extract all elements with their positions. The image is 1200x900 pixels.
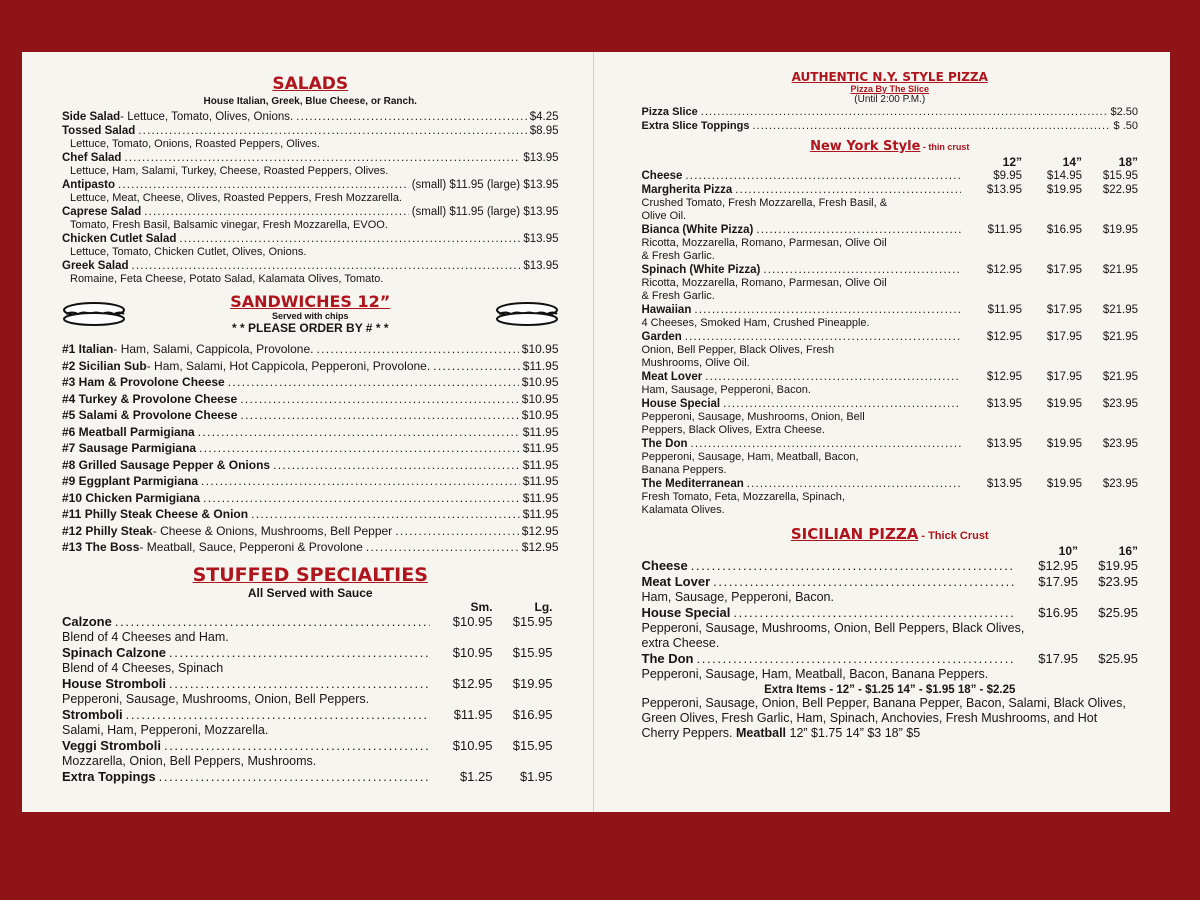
item-price: $4.25 — [529, 111, 559, 123]
menu-item-row — [62, 178, 559, 192]
extra-items-list — [642, 696, 1139, 741]
item-ingredients: Lettuce, Ham, Salami, Turkey, Cheese, Roasted Peppers, Olives. — [70, 165, 389, 177]
sandwich-row — [62, 539, 559, 556]
price-14: $17.95 — [1046, 304, 1082, 316]
stuffed-section — [62, 600, 559, 785]
pizza-row — [642, 397, 1139, 411]
thick-crust-label: - Thick Crust — [918, 530, 989, 542]
order-by-number: * * PLEASE ORDER BY # * * — [232, 321, 389, 335]
price-16: $19.95 — [1098, 558, 1138, 573]
price-12: $9.95 — [993, 170, 1022, 182]
sandwiches-list — [62, 341, 559, 556]
slice-row — [642, 105, 1139, 119]
item-name: Chicken Cutlet Salad — [62, 233, 177, 245]
stuffed-ingredients: Blend of 4 Cheeses, Spinach — [62, 660, 224, 675]
slice-price: $2.50 — [1110, 106, 1138, 118]
pizza-toppings: Onion, Bell Pepper, Black Olives, Fresh Mushrooms, Olive Oil. — [641, 344, 835, 369]
price-18: $22.95 — [1102, 184, 1138, 196]
pizza-row — [642, 370, 1139, 384]
sandwich-price: $10.95 — [521, 408, 559, 422]
price-10: $12.95 — [1038, 558, 1078, 573]
price-18: $21.95 — [1102, 264, 1138, 276]
stuffed-list — [62, 614, 559, 785]
stuffed-name: House Stromboli — [62, 675, 167, 691]
dot-leader — [115, 614, 430, 630]
pizza-name: Spinach (White Pizza) — [641, 264, 761, 276]
ny-style-title: New York Style — [810, 139, 921, 154]
price-12: $13.95 — [986, 184, 1022, 196]
dot-leader — [169, 676, 429, 692]
item-price: $13.95 — [523, 152, 559, 164]
pizza-name: Bianca (White Pizza) — [641, 224, 754, 236]
dot-leader — [228, 374, 519, 391]
stuffed-name: Veggi Stromboli — [62, 737, 161, 753]
slice-row — [642, 119, 1139, 133]
dot-leader — [316, 341, 518, 358]
dot-leader — [169, 645, 429, 661]
stuffed-row — [62, 738, 559, 754]
pizza-name: Meat Lover — [641, 371, 703, 383]
ny-style-header — [642, 137, 1139, 155]
stuffed-ingredients: Blend of 4 Cheeses and Ham. — [62, 629, 229, 644]
pizza-toppings: Pepperoni, Sausage, Ham, Meatball, Bacon, Banana Peppers. — [641, 451, 859, 476]
pizza-name: Cheese — [641, 170, 683, 182]
sandwich-name: #2 Sicilian Sub — [62, 358, 147, 373]
price-16: $23.95 — [1098, 574, 1138, 589]
sandwich-row — [62, 457, 559, 474]
price-16: $25.95 — [1098, 651, 1138, 666]
sandwich-name: #4 Turkey & Provolone Cheese — [62, 391, 238, 406]
sandwich-row — [62, 407, 559, 424]
sandwich-price: $12.95 — [521, 523, 559, 538]
sandwich-price: $11.95 — [522, 474, 559, 488]
pizza-name: Hawaiian — [641, 304, 692, 316]
item-price: (small) $11.95 (large) $13.95 — [411, 206, 559, 218]
price-18: $19.95 — [1102, 224, 1138, 236]
stuffed-ingredients: Pepperoni, Sausage, Mushrooms, Onion, Bell Peppers. — [62, 691, 370, 706]
stuffed-ingredients: Mozzarella, Onion, Bell Peppers, Mushrooms. — [62, 753, 317, 768]
sicilian-name: The Don — [641, 651, 694, 666]
size-16: 16” — [1118, 544, 1138, 558]
size-18: 18” — [1118, 155, 1138, 169]
item-name: Antipasto — [62, 179, 116, 191]
ny-size-header — [642, 155, 1139, 169]
price-14: $17.95 — [1046, 264, 1082, 276]
meatball-label: Meatball — [736, 726, 787, 740]
dot-leader — [240, 407, 518, 424]
sandwich-row — [62, 424, 559, 441]
sandwiches-title: SANDWICHES 12” — [230, 292, 391, 311]
price-14: $19.95 — [1046, 184, 1082, 196]
extra-items-prices: Extra Items - 12” - $1.25 14” - $1.95 18” - $2.25 — [764, 684, 1016, 696]
dot-leader — [705, 370, 961, 384]
sandwich-desc: - Cheese & Onions, Mushrooms, Bell Pepper — [152, 523, 393, 538]
dot-leader — [144, 205, 408, 219]
price-12: $13.95 — [986, 398, 1022, 410]
dot-leader — [701, 105, 1108, 119]
sandwich-row — [62, 473, 559, 490]
sandwich-desc: - Ham, Salami, Cappicola, Provolone. — [113, 342, 314, 356]
item-name: Caprese Salad — [62, 206, 142, 218]
menu-right-panel — [594, 52, 1171, 812]
dot-leader — [694, 303, 961, 317]
sandwich-desc: - Ham, Salami, Hot Cappicola, Pepperoni, Provolone. — [146, 358, 431, 373]
sicilian-section — [642, 544, 1139, 741]
sub-sandwich-icon — [495, 301, 559, 327]
sandwich-desc: - Meatball, Sauce, Pepperoni & Provolone — [139, 540, 363, 554]
stuffed-name: Extra Toppings — [62, 768, 156, 784]
pizza-toppings: 4 Cheeses, Smoked Ham, Crushed Pineapple. — [641, 317, 870, 329]
sicilian-name: House Special — [641, 605, 731, 620]
dot-leader — [366, 539, 519, 556]
pizza-row — [642, 263, 1139, 277]
sandwich-row — [62, 523, 559, 540]
menu-foldout — [22, 52, 1170, 812]
sandwich-price: $11.95 — [522, 457, 559, 472]
pizza-toppings: Fresh Tomato, Feta, Mozzarella, Spinach, Kalamata Olives. — [641, 491, 845, 516]
salads-dressings: House Italian, Greek, Blue Cheese, or Ranch. — [203, 96, 417, 107]
sandwich-row — [62, 391, 559, 408]
item-price: $13.95 — [523, 233, 559, 245]
price-large: $1.95 — [519, 768, 553, 784]
price-18: $23.95 — [1102, 398, 1138, 410]
price-14: $14.95 — [1046, 170, 1082, 182]
pizza-name: The Don — [641, 438, 688, 450]
dot-leader — [756, 223, 961, 237]
pizza-row — [642, 223, 1139, 237]
sandwich-price: $12.95 — [521, 540, 559, 554]
sicilian-list — [642, 558, 1139, 682]
item-price: (small) $11.95 (large) $13.95 — [411, 179, 559, 191]
item-name: Side Salad — [62, 111, 121, 123]
stuffed-name: Spinach Calzone — [62, 644, 167, 660]
pizza-name: The Mediterranean — [641, 478, 744, 490]
stuffed-size-header — [62, 600, 559, 614]
sandwich-row — [62, 506, 559, 523]
price-18: $15.95 — [1102, 170, 1138, 182]
item-name: Tossed Salad — [62, 125, 136, 137]
sandwich-name: #13 The Boss — [62, 540, 140, 554]
price-large: $16.95 — [512, 706, 553, 722]
sicilian-row — [642, 574, 1139, 590]
pizza-name: Margherita Pizza — [641, 184, 733, 196]
pizza-toppings: Pepperoni, Sausage, Mushrooms, Onion, Bell Peppers, Black Olives, Extra Cheese. — [641, 411, 865, 436]
price-small: $10.95 — [452, 737, 493, 753]
dot-leader — [685, 330, 961, 344]
stuffed-row — [62, 707, 559, 723]
ny-pizza-title: AUTHENTIC N.Y. STYLE PIZZA — [791, 70, 988, 84]
pizza-toppings: Ricotta, Mozzarella, Romano, Parmesan, Olive Oil & Fresh Garlic. — [641, 237, 887, 262]
menu-item-row — [62, 151, 559, 165]
sandwich-row — [62, 374, 559, 391]
sandwiches-served: Served with chips — [271, 311, 349, 321]
price-large: $15.95 — [512, 613, 553, 629]
price-12: $12.95 — [986, 371, 1022, 383]
dot-leader — [433, 358, 520, 375]
sicilian-size-header — [642, 544, 1139, 558]
price-12: $11.95 — [987, 224, 1022, 236]
sandwich-row — [62, 341, 559, 358]
sandwich-name: #3 Ham & Provolone Cheese — [62, 375, 225, 389]
sicilian-toppings: Ham, Sausage, Pepperoni, Bacon. — [641, 590, 834, 604]
price-small: $1.25 — [459, 768, 493, 784]
extra-toppings-text: Pepperoni, Sausage, Onion, Bell Pepper, Banana Pepper, Bacon, Salami, Black Olives, Green Olives, Fresh Garlic, Ham, Spinach, Anchovies, Fresh Mushrooms, and Hot Cherry Peppers. — [641, 696, 1126, 740]
dot-leader — [685, 169, 961, 183]
sandwich-row — [62, 490, 559, 507]
sicilian-row — [642, 558, 1139, 574]
dot-leader — [273, 457, 520, 474]
stuffed-row — [62, 676, 559, 692]
stuffed-title: STUFFED SPECIALTIES — [192, 563, 428, 586]
size-large: Lg. — [534, 599, 553, 614]
dot-leader — [138, 124, 526, 138]
price-large: $15.95 — [512, 644, 553, 660]
stuffed-ingredients: Salami, Ham, Pepperoni, Mozzarella. — [62, 722, 269, 737]
item-name: Greek Salad — [62, 260, 129, 272]
price-small: $10.95 — [452, 644, 493, 660]
dot-leader — [723, 397, 961, 411]
price-14: $17.95 — [1046, 371, 1082, 383]
pizza-row — [642, 169, 1139, 183]
price-small: $11.95 — [453, 706, 493, 722]
sandwich-price: $11.95 — [522, 441, 559, 455]
sicilian-toppings: Pepperoni, Sausage, Ham, Meatball, Bacon, Banana Peppers. — [641, 667, 989, 681]
sicilian-header — [642, 525, 1139, 544]
sandwich-name: #9 Eggplant Parmigiana — [62, 474, 199, 488]
stuffed-row — [62, 769, 559, 785]
dot-leader — [198, 424, 520, 441]
slice-list — [642, 105, 1139, 133]
size-10: 10” — [1058, 544, 1078, 558]
dot-leader — [747, 477, 961, 491]
pizza-row — [642, 330, 1139, 344]
menu-item-row — [62, 205, 559, 219]
stuffed-row — [62, 645, 559, 661]
slice-price: $ .50 — [1113, 120, 1138, 132]
pizza-toppings: Crushed Tomato, Fresh Mozzarella, Fresh Basil, & Olive Oil. — [641, 197, 888, 222]
size-small: Sm. — [470, 599, 493, 614]
price-small: $12.95 — [452, 675, 493, 691]
sandwiches-header — [62, 292, 559, 335]
dot-leader — [159, 769, 430, 785]
sicilian-name: Cheese — [641, 558, 688, 573]
price-14: $19.95 — [1046, 478, 1082, 490]
pizza-name: Garden — [641, 331, 682, 343]
slice-name: Pizza Slice — [641, 106, 698, 118]
price-18: $21.95 — [1102, 371, 1138, 383]
item-name: Chef Salad — [62, 152, 122, 164]
dot-leader — [199, 440, 520, 457]
item-ingredients: Tomato, Fresh Basil, Balsamic vinegar, Fresh Mozzarella, EVOO. — [70, 219, 388, 231]
pizza-row — [642, 303, 1139, 317]
price-14: $17.95 — [1046, 331, 1082, 343]
price-10: $16.95 — [1038, 605, 1078, 620]
price-12: $13.95 — [986, 438, 1022, 450]
menu-left-panel — [22, 52, 594, 812]
sandwich-name: #12 Philly Steak — [62, 523, 153, 538]
size-14: 14” — [1062, 155, 1082, 169]
dot-leader — [240, 391, 519, 408]
dot-leader — [126, 707, 430, 723]
sandwich-price: $11.95 — [522, 507, 559, 521]
price-10: $17.95 — [1038, 651, 1078, 666]
sandwich-name: #8 Grilled Sausage Pepper & Onions — [62, 457, 271, 472]
slice-name: Extra Slice Toppings — [641, 120, 750, 132]
sandwich-name: #10 Chicken Parmigiana — [62, 490, 201, 505]
dot-leader — [763, 263, 961, 277]
pizza-row — [642, 477, 1139, 491]
pizza-toppings: Ham, Sausage, Pepperoni, Bacon. — [641, 384, 811, 396]
dot-leader — [395, 523, 519, 540]
dot-leader — [753, 119, 1111, 133]
item-desc: - Lettuce, Tomato, Olives, Onions. — [120, 111, 294, 123]
pizza-row — [642, 437, 1139, 451]
price-10: $17.95 — [1038, 574, 1078, 589]
ny-pizza-list — [642, 169, 1139, 517]
price-16: $25.95 — [1098, 605, 1138, 620]
sub-sandwich-icon — [62, 301, 126, 327]
pizza-name: House Special — [641, 398, 721, 410]
price-12: $12.95 — [986, 331, 1022, 343]
dot-leader — [735, 183, 961, 197]
item-ingredients: Lettuce, Tomato, Chicken Cutlet, Olives, Onions. — [70, 246, 307, 258]
size-12: 12” — [1002, 155, 1022, 169]
sicilian-name: Meat Lover — [641, 574, 711, 589]
sandwich-name: #5 Salami & Provolone Cheese — [62, 408, 238, 422]
menu-item-row — [62, 110, 559, 124]
sandwich-name: #1 Italian — [62, 342, 114, 356]
price-12: $11.95 — [987, 304, 1022, 316]
sandwich-price: $11.95 — [522, 424, 559, 439]
sicilian-title: SICILIAN PIZZA — [790, 525, 919, 543]
dot-leader — [131, 259, 520, 273]
stuffed-name: Calzone — [62, 613, 112, 629]
thin-crust-label: - thin crust — [920, 142, 970, 152]
price-large: $15.95 — [512, 737, 553, 753]
price-12: $12.95 — [986, 264, 1022, 276]
dot-leader — [164, 738, 430, 754]
dot-leader — [691, 558, 1015, 574]
sandwich-price: $10.95 — [521, 391, 559, 406]
sicilian-row — [642, 651, 1139, 667]
dot-leader — [179, 232, 520, 246]
menu-item-row — [62, 259, 559, 273]
dot-leader — [733, 605, 1015, 621]
price-18: $23.95 — [1102, 478, 1138, 490]
menu-item-row — [62, 124, 559, 138]
stuffed-name: Stromboli — [62, 706, 123, 722]
price-18: $21.95 — [1102, 331, 1138, 343]
dot-leader — [203, 490, 520, 507]
dot-leader — [251, 506, 520, 523]
dot-leader — [118, 178, 409, 192]
item-ingredients: Lettuce, Meat, Cheese, Olives, Roasted Peppers, Fresh Mozzarella. — [70, 192, 402, 204]
item-price: $8.95 — [529, 125, 559, 137]
price-18: $21.95 — [1102, 304, 1138, 316]
by-slice-label: Pizza By The Slice — [850, 84, 930, 94]
item-ingredients: Romaine, Feta Cheese, Potato Salad, Kalamata Olives, Tomato. — [70, 273, 384, 285]
pizza-toppings: Ricotta, Mozzarella, Romano, Parmesan, Olive Oil & Fresh Garlic. — [641, 277, 887, 302]
slice-hours: (Until 2:00 P.M.) — [854, 94, 926, 105]
price-18: $23.95 — [1102, 438, 1138, 450]
price-small: $10.95 — [452, 613, 493, 629]
dot-leader — [296, 110, 527, 124]
sandwich-row — [62, 358, 559, 375]
stuffed-subtitle: All Served with Sauce — [247, 585, 373, 600]
salads-list — [62, 110, 559, 286]
meatball-prices: 12” $1.75 14” $3 18” $5 — [789, 726, 921, 740]
sandwich-name: #6 Meatball Parmigiana — [62, 424, 195, 439]
sandwich-price: $11.95 — [522, 490, 559, 505]
item-ingredients: Lettuce, Tomato, Onions, Roasted Peppers, Olives. — [70, 138, 320, 150]
price-12: $13.95 — [986, 478, 1022, 490]
sandwich-price: $10.95 — [521, 375, 559, 389]
price-14: $19.95 — [1046, 398, 1082, 410]
sandwich-price: $11.95 — [522, 358, 559, 373]
salads-title: SALADS — [272, 74, 349, 94]
menu-item-row — [62, 232, 559, 246]
price-14: $19.95 — [1046, 438, 1082, 450]
dot-leader — [124, 151, 520, 165]
sicilian-row — [642, 605, 1139, 621]
dot-leader — [691, 437, 962, 451]
sandwich-row — [62, 440, 559, 457]
sandwich-name: #7 Sausage Parmigiana — [62, 441, 197, 455]
sandwich-price: $10.95 — [521, 342, 559, 356]
pizza-row — [642, 183, 1139, 197]
item-price: $13.95 — [523, 260, 559, 272]
stuffed-row — [62, 614, 559, 630]
sicilian-toppings: Pepperoni, Sausage, Mushrooms, Onion, Bell Peppers, Black Olives, extra Cheese. — [641, 621, 1025, 650]
dot-leader — [201, 473, 520, 490]
dot-leader — [697, 651, 1016, 667]
price-large: $19.95 — [512, 675, 553, 691]
sandwich-name: #11 Philly Steak Cheese & Onion — [62, 507, 249, 521]
price-14: $16.95 — [1046, 224, 1082, 236]
dot-leader — [713, 574, 1015, 590]
